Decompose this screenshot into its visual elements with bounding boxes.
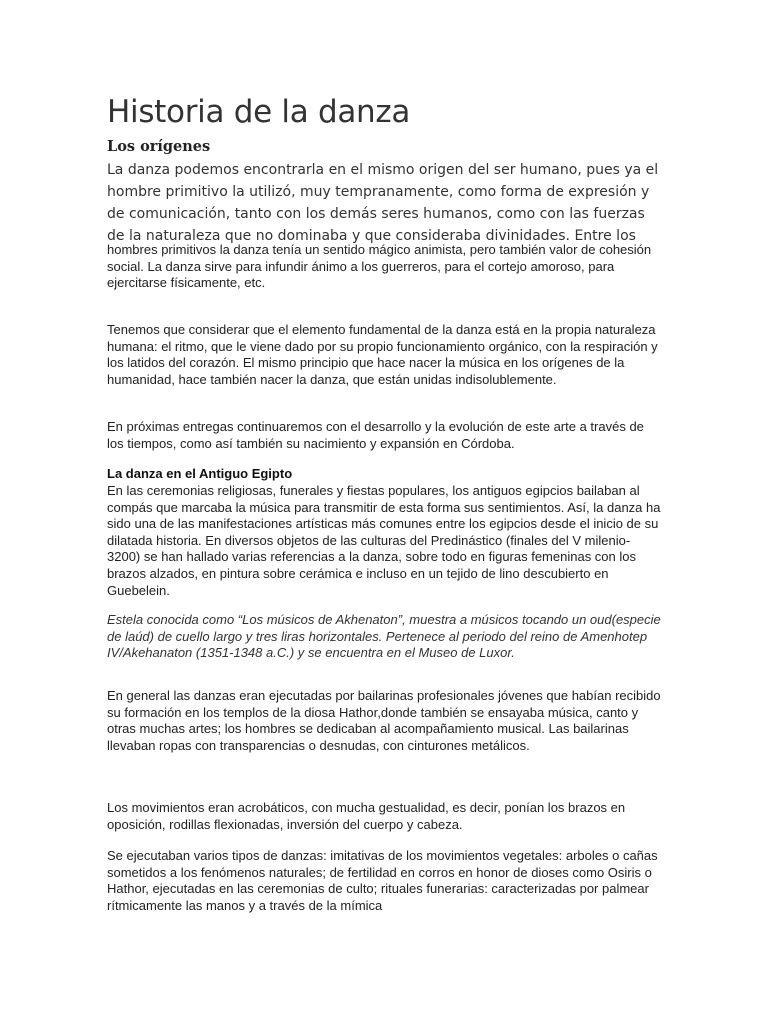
paragraph-dance-types: Se ejecutaban varios tipos de danzas: imitativas de los movimientos vegetales: arboles o cañas sometidos a los fenómenos naturales; de fertilidad en corros en honor de dioses como Osiris o Hathor, ejecutadas en las ceremonias de culto; rituales funerarias: caracterizadas por palmear rítmicamente las manos y a través de la mímica [107, 848, 658, 913]
paragraph-next-issues: En próximas entregas continuaremos con el desarrollo y la evolución de este arte a través de los tiempos, como así también su nacimiento y expansión en Córdoba. [107, 419, 644, 451]
stele-caption: Estela conocida como “Los músicos de Akhenaton”, muestra a músicos tocando un oud(especie de laúd) de cuello largo y tres liras horizontales. Pertenece al periodo del reino de Amenhotep IV/Akehanaton (1351-1348 a.C.) y se encuentra en el Museo de Luxor. [107, 612, 661, 661]
section-heading-egypt: La danza en el Antiguo Egipto [107, 466, 293, 481]
section-subtitle-origins: Los orígenes [107, 138, 211, 155]
paragraph-dancers: En general las danzas eran ejecutadas por bailarinas profesionales jóvenes que habían recibido su formación en los templos de la diosa Hathor,donde también se ensayaba música, canto y otras muchas artes; los hombres se dedicaban al acompañamiento musical. Las bailarinas llevaban ropas con transparencias o desnudas, con cinturones metálicos. [107, 688, 661, 753]
paragraph-rhythm: Tenemos que considerar que el elemento fundamental de la danza está en la propia naturaleza humana: el ritmo, que le viene dado por su propio funcionamiento orgánico, con la respiración y los latidos del corazón. El mismo principio que hace nacer la música en los orígenes de la humanidad, hace también nacer la danza, que están unidas indisolublemente. [107, 322, 658, 387]
intro-paragraph: La danza podemos encontrarla en el mismo origen del ser humano, pues ya el hombre primitivo la utilizó, muy tempranamente, como forma de expresión y de comunicación, tanto con los demás seres humanos, como con las fuerzas de la naturaleza que no dominaba y que consideraba divinidades. Entre los [107, 162, 659, 244]
paragraph-egypt-ceremonies: En las ceremonias religiosas, funerales y fiestas populares, los antiguos egipcios bailaban al compás que marcaba la música para transmitir de esta forma sus sentimientos. Así, la danza ha sido una de las manifestaciones artísticas más comunes entre los egipcios desde el inicio de su dilatada historia. En diversos objetos de las culturas del Predinástico (finales del V milenio-3200) se han hallado varias referencias a la danza, sobre todo en figuras femeninas con los brazos alzados, en pintura sobre cerámica e incluso en un tejido de lino descubierto en Guebelein. [107, 483, 661, 598]
intro-continuation: hombres primitivos la danza tenía un sentido mágico animista, pero también valor de cohesión social. La danza sirve para infundir ánimo a los guerreros, para el cortejo amoroso, para ejercitarse físicamente, etc. [107, 242, 652, 291]
document-title: Historia de la danza [107, 94, 411, 130]
paragraph-movements: Los movimientos eran acrobáticos, con mucha gestualidad, es decir, ponían los brazos en oposición, rodillas flexionadas, inversión del cuerpo y cabeza. [107, 800, 626, 832]
